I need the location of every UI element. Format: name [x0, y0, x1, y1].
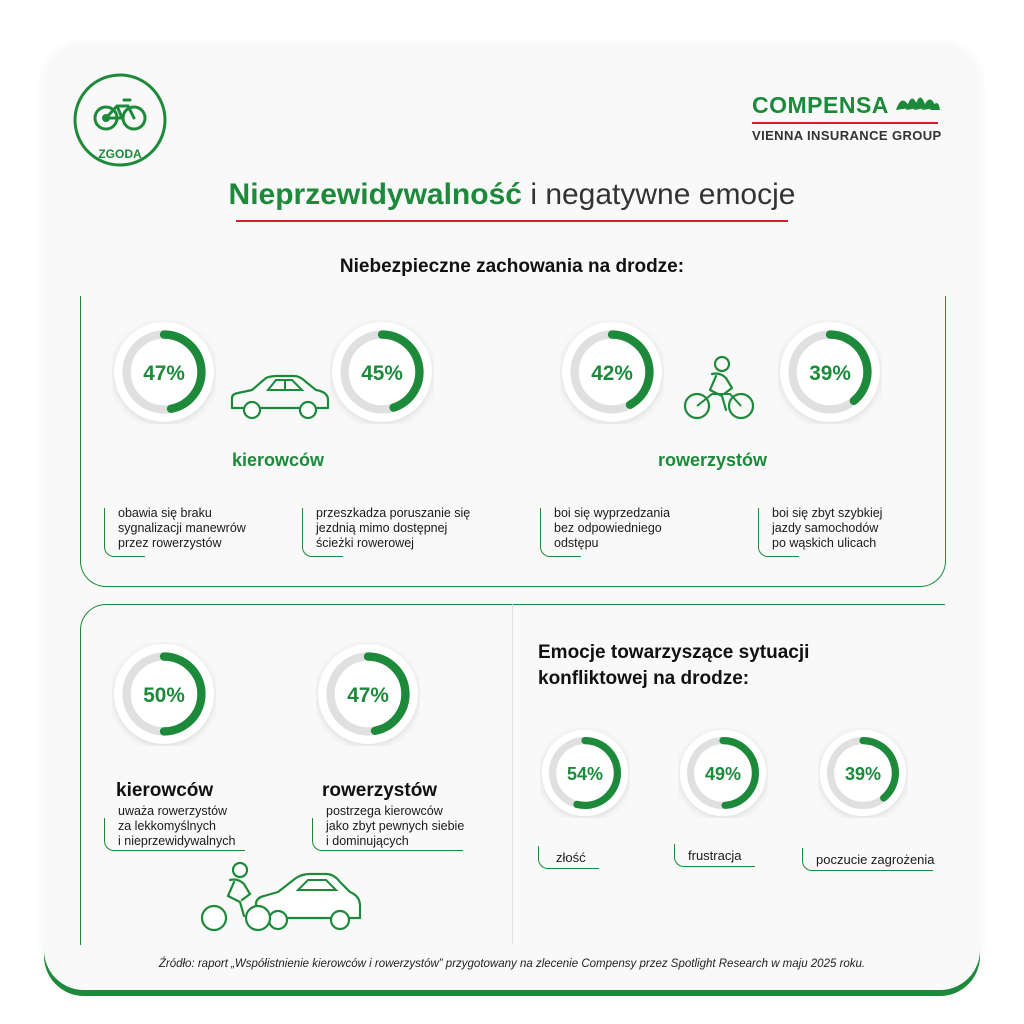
donut-value-label: 50%: [143, 683, 185, 707]
donut-cyclists-dominant: [316, 642, 420, 746]
desc-cyclists-overtaking: boi się wyprzedzania bez odpowiedniego odstępu: [554, 506, 671, 550]
donut-drivers-signal: [112, 320, 216, 424]
title-highlight: Nieprzewidywalność: [228, 178, 522, 211]
bike-badge-icon: [72, 72, 168, 168]
brand-subtitle: VIENNA INSURANCE GROUP: [752, 128, 942, 143]
brand-name: COMPENSA: [752, 92, 889, 118]
title-underline: [236, 220, 788, 222]
car-icon: [228, 372, 332, 422]
donut-cyclists-overtaking: [560, 320, 664, 424]
donut-emotion-anger: [540, 728, 630, 818]
donut-cyclists-speed: [778, 320, 882, 424]
bottom-drivers-label: kierowców: [116, 780, 214, 801]
donut-value-label: 54%: [566, 763, 604, 784]
section-title: Niebezpieczne zachowania na drodze:: [339, 256, 685, 277]
brand-rule: [752, 122, 938, 124]
cyclist-icon: [682, 354, 756, 422]
desc-drivers-reckless: uważa rowerzystów za lekkomyślnych i nieprzewidywalnych: [118, 804, 236, 848]
donut-value-label: 47%: [347, 683, 389, 707]
donut-value-label: 42%: [591, 361, 633, 385]
desc-cyclists-speed: boi się zbyt szybkiej jazdy samochodów po wąskich ulicach: [772, 506, 883, 550]
desc-cyclists-dominant: postrzega kierowców jako zbyt pewnych siebie i dominujących: [326, 804, 465, 848]
donut-value-label: 45%: [361, 361, 403, 385]
shell-logo-icon: [892, 86, 942, 116]
donut-value-label: 39%: [844, 763, 882, 784]
donut-emotion-threat: [818, 728, 908, 818]
top-drivers-label: kierowców: [232, 450, 325, 470]
bottom-panel-divider: [512, 604, 513, 944]
donut-value-label: 39%: [809, 361, 851, 385]
donut-drivers-reckless: [112, 642, 216, 746]
emotions-title: Emocje towarzyszące sytuacji konfliktowej na drodze:: [538, 642, 810, 689]
donut-value-label: 49%: [704, 763, 742, 784]
badge-label: ZGODA: [98, 147, 142, 161]
donut-drivers-path: [330, 320, 434, 424]
emotion-label-threat: poczucie zagrożenia: [816, 852, 935, 867]
donut-emotion-frustration: [678, 728, 768, 818]
brand-logo: [752, 92, 942, 143]
desc-drivers-path: przeszkadza poruszanie się jezdnią mimo dostępnej ścieżki rowerowej: [316, 506, 471, 550]
source-note: Źródło: raport „Współistnienie kierowców i rowerzystów” przygotowany na zlecenie Compensy przez Spotlight Research w maju 2025 roku.: [158, 958, 866, 970]
title-rest: i negatywne emocje: [530, 178, 796, 211]
emotion-label-anger: złość: [556, 850, 586, 865]
bottom-cyclists-label: rowerzystów: [322, 780, 438, 801]
emotion-label-frustration: frustracja: [688, 848, 742, 863]
page-title: [0, 178, 1024, 212]
donut-value-label: 47%: [143, 361, 185, 385]
top-cyclists-label: rowerzystów: [658, 450, 768, 470]
desc-drivers-signal: obawia się braku sygnalizacji manewrów przez rowerzystów: [118, 506, 246, 550]
car-and-cyclist-icon: [198, 858, 362, 936]
